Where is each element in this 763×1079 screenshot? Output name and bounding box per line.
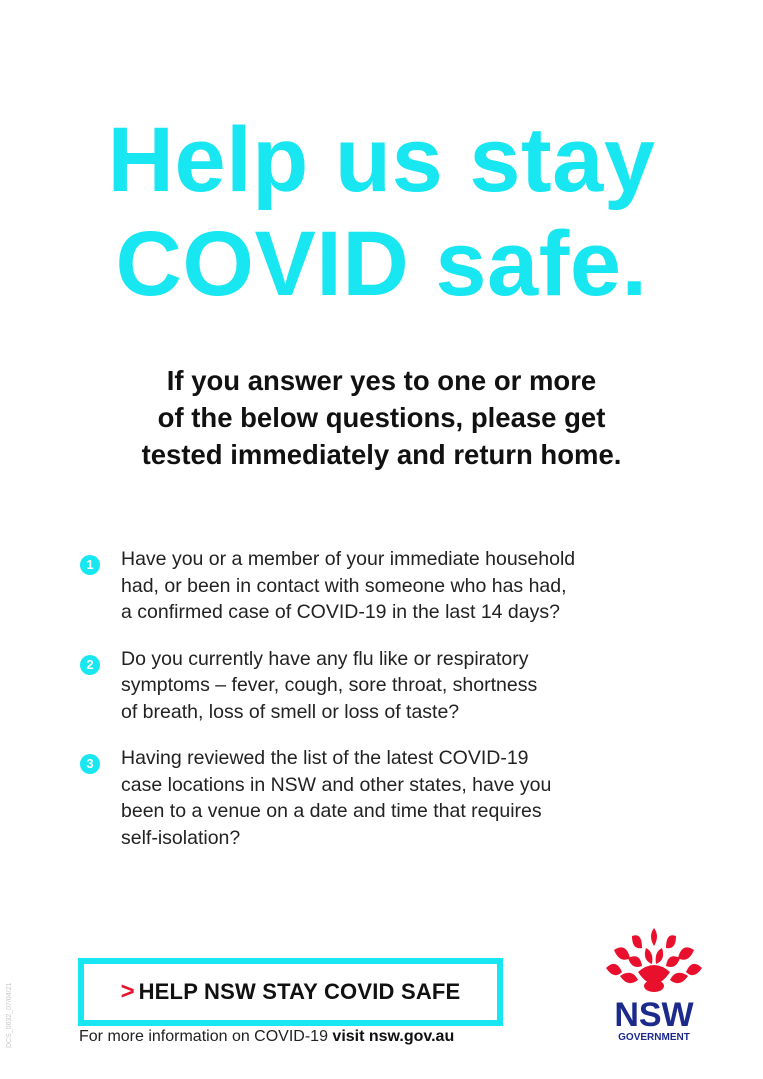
subheading-line-1: If you answer yes to one or more <box>166 365 597 396</box>
help-nsw-banner <box>78 958 503 1026</box>
headline-line-1: Help us stay <box>107 109 656 211</box>
question-1-line-3: a confirmed case of COVID-19 in the last 14 days? <box>121 601 560 623</box>
logo-subtitle: GOVERNMENT <box>618 1032 690 1043</box>
nsw-website-link[interactable]: visit nsw.gov.au <box>332 1028 455 1045</box>
document-code: DCS_0632_07/04/21 <box>6 982 13 1048</box>
footer-info-text: For more information on COVID-19 <box>79 1028 333 1045</box>
headline-line-2: COVID safe. <box>115 213 648 315</box>
question-2-line-2: symptoms – fever, cough, sore throat, shortness <box>121 674 538 696</box>
question-3-line-1: Having reviewed the list of the latest COVID-19 <box>121 747 529 769</box>
question-2-line-3: of breath, loss of smell or loss of taste? <box>121 700 460 723</box>
banner-label: HELP NSW STAY COVID SAFE <box>138 979 461 1004</box>
question-1-line-1: Have you or a member of your immediate household <box>121 548 576 570</box>
headline <box>0 108 763 316</box>
chevron-right-icon: > <box>120 978 135 1005</box>
footer-info <box>79 1028 454 1046</box>
question-item-2 <box>78 646 718 726</box>
question-3-line-4: self-isolation? <box>121 826 241 849</box>
number-badge-1: 1 <box>80 555 100 575</box>
question-3-line-2: case locations in NSW and other states, have you <box>121 773 552 796</box>
number-badge-2: 2 <box>80 655 100 675</box>
nsw-government-logo <box>598 928 710 1048</box>
question-3-line-3: been to a venue on a date and time that requires <box>121 800 542 822</box>
question-item-3 <box>78 745 718 851</box>
logo-name: NSW <box>614 996 694 1034</box>
question-list <box>78 546 718 871</box>
question-item-1 <box>78 546 718 626</box>
question-1-line-2: had, or been in contact with someone who has had, <box>121 574 567 597</box>
waratah-icon <box>598 928 710 1048</box>
question-2-line-1: Do you currently have any flu like or respiratory <box>121 647 529 670</box>
subheading-line-3: tested immediately and return home. <box>141 439 622 470</box>
subheading-line-2: of the below questions, please get <box>157 402 606 433</box>
subheading <box>0 362 763 473</box>
number-badge-3: 3 <box>80 754 100 774</box>
